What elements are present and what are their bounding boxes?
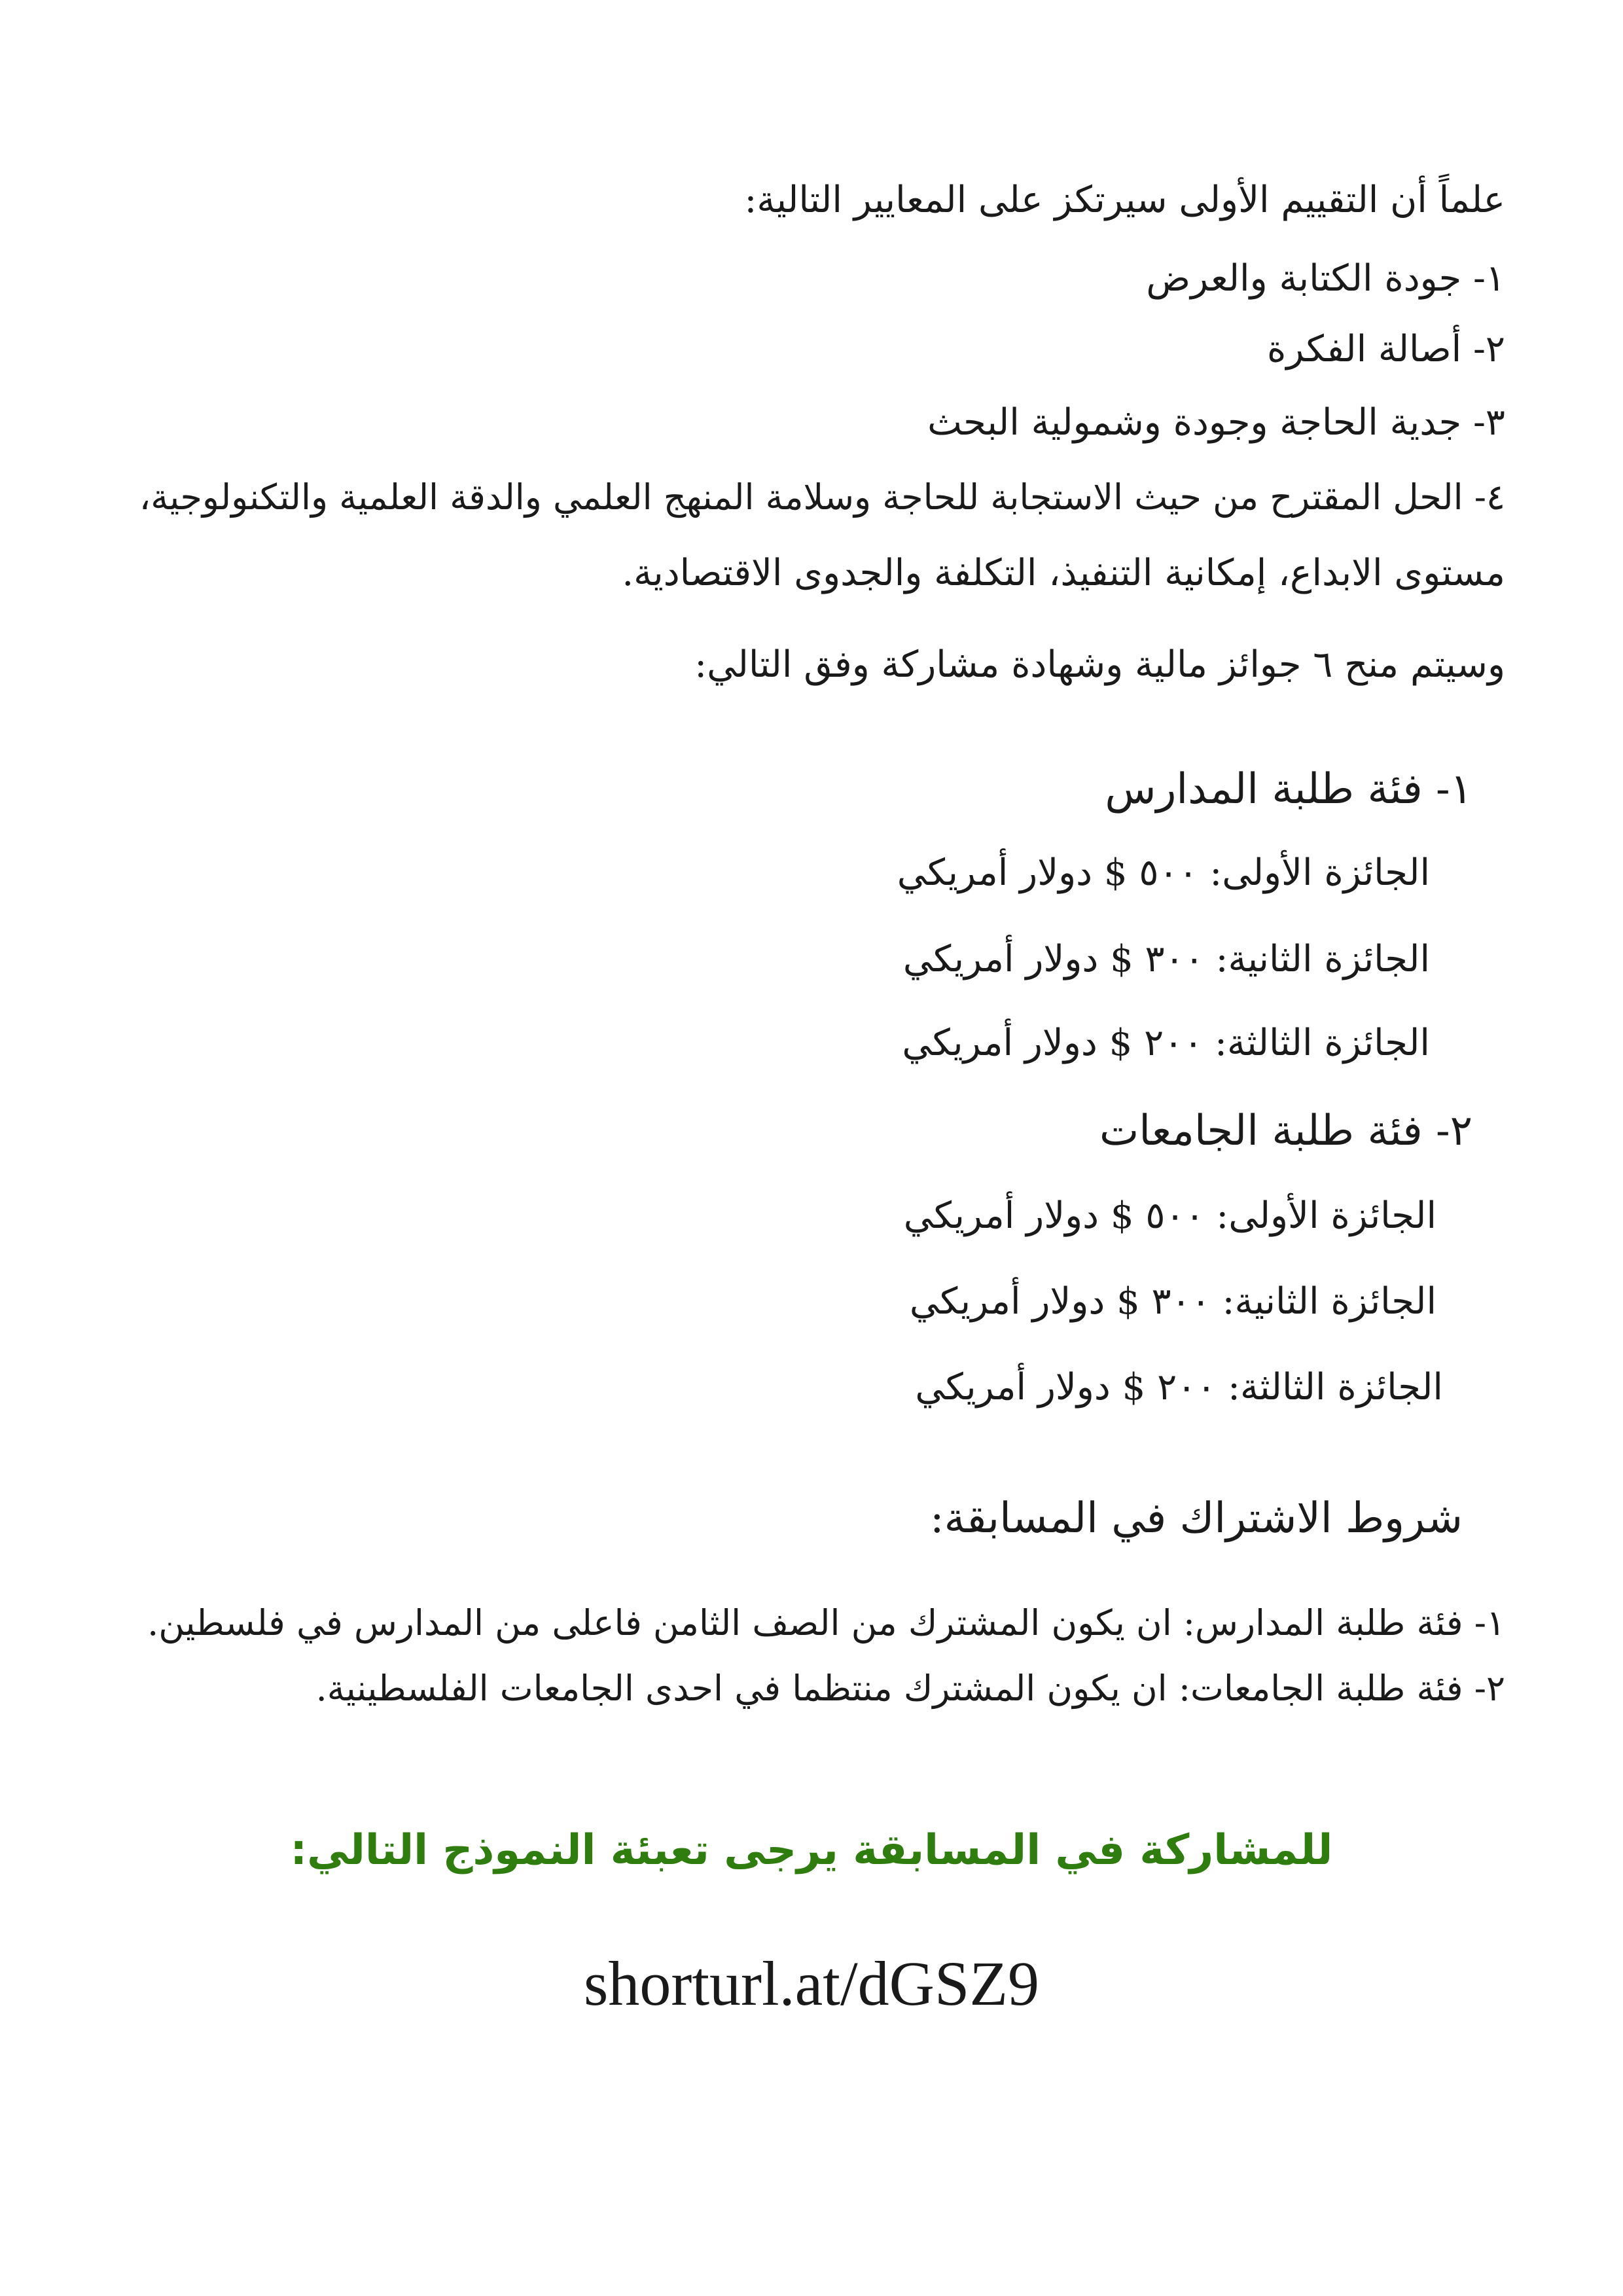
universities-second-prize: الجائزة الثانية: ٣٠٠ $ دولار أمريكي <box>909 1280 1436 1323</box>
condition-schools: ١- فئة طلبة المدارس: ان يكون المشترك من الصف الثامن فاعلى من المدارس في فلسطين. <box>147 1602 1505 1643</box>
criteria-item-4-continued: مستوى الابداع، إمكانية التنفيذ، التكلفة والجدوى الاقتصادية. <box>622 552 1505 594</box>
prizes-intro: وسيتم منح ٦ جوائز مالية وشهادة مشاركة وفق التالي: <box>694 643 1505 686</box>
schools-second-prize: الجائزة الثانية: ٣٠٠ $ دولار أمريكي <box>902 938 1430 980</box>
condition-universities: ٢- فئة طلبة الجامعات: ان يكون المشترك منتظما في احدى الجامعات الفلسطينية. <box>315 1668 1505 1709</box>
criteria-item-4: ٤- الحل المقترح من حيث الاستجابة للحاجة وسلامة المنهج العلمي والدقة العلمية والتكنولوجية، <box>139 476 1505 518</box>
schools-first-prize: الجائزة الأولى: ٥٠٠ $ دولار أمريكي <box>897 852 1430 894</box>
criteria-item-3: ٣- جدية الحاجة وجودة وشمولية البحث <box>927 401 1505 444</box>
category-schools-title: ١- فئة طلبة المدارس <box>1105 765 1472 814</box>
universities-first-prize: الجائزة الأولى: ٥٠٠ $ دولار أمريكي <box>903 1194 1436 1237</box>
form-url-link[interactable]: shorturl.at/dGSZ9 <box>584 1948 1039 2018</box>
criteria-item-1: ١- جودة الكتابة والعرض <box>1146 257 1505 300</box>
criteria-item-2: ٢- أصالة الفكرة <box>1267 328 1505 370</box>
criteria-intro: علماً أن التقييم الأولى سيرتكز على المعايير التالية: <box>744 179 1505 221</box>
universities-third-prize: الجائزة الثالثة: ٢٠٠ $ دولار أمريكي <box>915 1366 1443 1408</box>
category-universities-title: ٢- فئة طلبة الجامعات <box>1099 1107 1472 1155</box>
schools-third-prize: الجائزة الثالثة: ٢٠٠ $ دولار أمريكي <box>902 1022 1430 1064</box>
conditions-title: شروط الاشتراك في المسابقة: <box>930 1494 1463 1543</box>
participation-call-to-action: للمشاركة في المسابقة يرجى تعبئة النموذج التالي: <box>290 1826 1333 1874</box>
